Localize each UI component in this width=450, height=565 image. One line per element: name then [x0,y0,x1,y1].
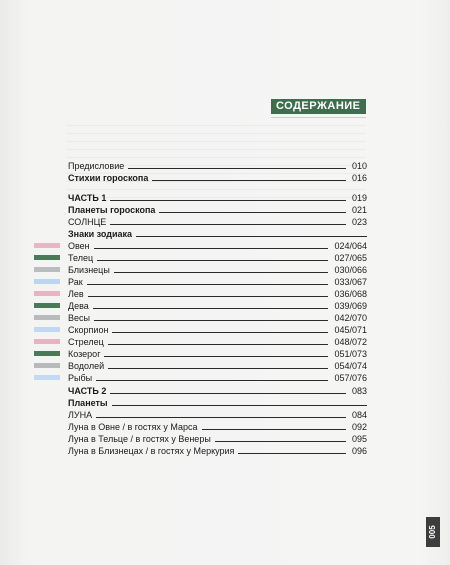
toc-entry[interactable] [68,433,367,445]
toc-entry[interactable] [68,300,367,312]
toc-entry[interactable] [68,160,367,172]
toc-entry-label: Близнецы [68,265,110,275]
toc-entry-label: Луна в Тельце / в гостях у Венеры [68,434,211,444]
toc-entry[interactable] [68,360,367,372]
toc-entry[interactable] [68,445,367,457]
toc-entry-page: 016 [351,173,367,183]
leader-line [110,393,346,394]
zodiac-color-swatch [34,363,60,368]
toc-entry-label: Рыбы [68,373,93,383]
leader-line [96,380,328,381]
leader-line [110,200,346,201]
leader-line [93,308,328,309]
toc-entry[interactable] [68,397,367,409]
toc-entry-label: ЧАСТЬ 2 [68,386,107,396]
toc-entry[interactable] [68,324,367,336]
toc-entry-page: 051/073 [334,349,367,359]
toc-entry-page: 030/066 [334,265,367,275]
toc-entry-label: Планеты гороскопа [68,205,156,215]
toc-entry[interactable] [68,385,367,397]
toc-entry[interactable] [68,240,367,252]
toc-entry-page: 095 [351,434,367,444]
toc-entry-label: Луна в Овне / в гостях у Марса [68,422,198,432]
toc-entry-label: Скорпион [68,325,109,335]
toc-entry-label: Знаки зодиака [68,229,133,239]
leader-line [97,260,328,261]
toc-entry-page: 042/070 [334,313,367,323]
leader-line [152,180,346,181]
zodiac-color-swatch [34,303,60,308]
toc-entry-label: Планеты [68,398,108,408]
toc-entry-page: 083 [351,386,367,396]
leader-line [87,284,328,285]
toc-entry-label: ЛУНА [68,410,93,420]
toc-entry[interactable] [68,228,367,240]
toc-entry[interactable] [68,409,367,421]
toc-entry-page: 096 [351,446,367,456]
leader-line [108,344,328,345]
toc-entry-page: 092 [351,422,367,432]
toc-entry-label: Рак [68,277,83,287]
toc-entry[interactable] [68,276,367,288]
toc-entry-page: 039/069 [334,301,367,311]
toc-entry-page: 027/065 [334,253,367,263]
leader-line [88,296,328,297]
zodiac-color-swatch [34,279,60,284]
toc-entry-label: СОЛНЦЕ [68,217,107,227]
zodiac-color-swatch [34,291,60,296]
leader-line [238,453,346,454]
toc-entry[interactable] [68,336,367,348]
toc-entry-label: Козерог [68,349,101,359]
toc-entry-page: 045/071 [334,325,367,335]
toc-entry-label: Весы [68,313,90,323]
leader-line [128,168,346,169]
toc-entry-label: Дева [68,301,89,311]
toc-entry-label: ЧАСТЬ 1 [68,193,107,203]
toc-entry-page: 057/076 [334,373,367,383]
zodiac-color-swatch [34,351,60,356]
toc-entry[interactable] [68,421,367,433]
leader-line [112,332,328,333]
toc-entry[interactable] [68,216,367,228]
toc-entry[interactable] [68,372,367,384]
toc-entry-page: 048/072 [334,337,367,347]
page-number: 005 [428,525,437,539]
toc-entry[interactable] [68,288,367,300]
page-title: СОДЕРЖАНИЕ [276,100,361,112]
toc-entry-label: Луна в Близнецах / в гостях у Меркурия [68,446,235,456]
leader-line [114,272,328,273]
zodiac-color-swatch [34,375,60,380]
toc-entry[interactable] [68,252,367,264]
leader-line [104,356,328,357]
leader-line [215,441,346,442]
toc-entry-label: Стихии гороскопа [68,173,149,183]
leader-line [112,405,367,406]
leader-line [94,248,328,249]
toc-entry-label: Предисловие [68,161,125,171]
toc-entry[interactable] [68,204,367,216]
leader-line [136,236,367,237]
page-number-tab [426,517,440,547]
zodiac-color-swatch [34,255,60,260]
toc-entry[interactable] [68,172,367,184]
toc-entry-label: Лев [68,289,84,299]
leader-line [96,417,346,418]
zodiac-color-swatch [34,243,60,248]
toc-entry-page: 019 [351,193,367,203]
leader-line [94,320,328,321]
toc-entry-page: 084 [351,410,367,420]
toc-entry[interactable] [68,348,367,360]
toc-entry-label: Овен [68,241,90,251]
toc-entry-page: 023 [351,217,367,227]
toc-entry-label: Стрелец [68,337,104,347]
zodiac-color-swatch [34,267,60,272]
toc-entry-page: 024/064 [334,241,367,251]
toc-entry-page: 010 [351,161,367,171]
leader-line [202,429,346,430]
toc-entry-label: Водолей [68,361,105,371]
toc-entry[interactable] [68,312,367,324]
toc-entry-page: 054/074 [334,361,367,371]
zodiac-color-swatch [34,339,60,344]
toc-entry-page: 021 [351,205,367,215]
toc-entry-page: 036/068 [334,289,367,299]
toc-entry-page: 033/067 [334,277,367,287]
toc-entry[interactable] [68,192,367,204]
toc-entry-label: Телец [68,253,94,263]
leader-line [110,224,346,225]
toc-entry[interactable] [68,264,367,276]
leader-line [159,212,346,213]
zodiac-color-swatch [34,315,60,320]
zodiac-color-swatch [34,327,60,332]
leader-line [108,368,328,369]
